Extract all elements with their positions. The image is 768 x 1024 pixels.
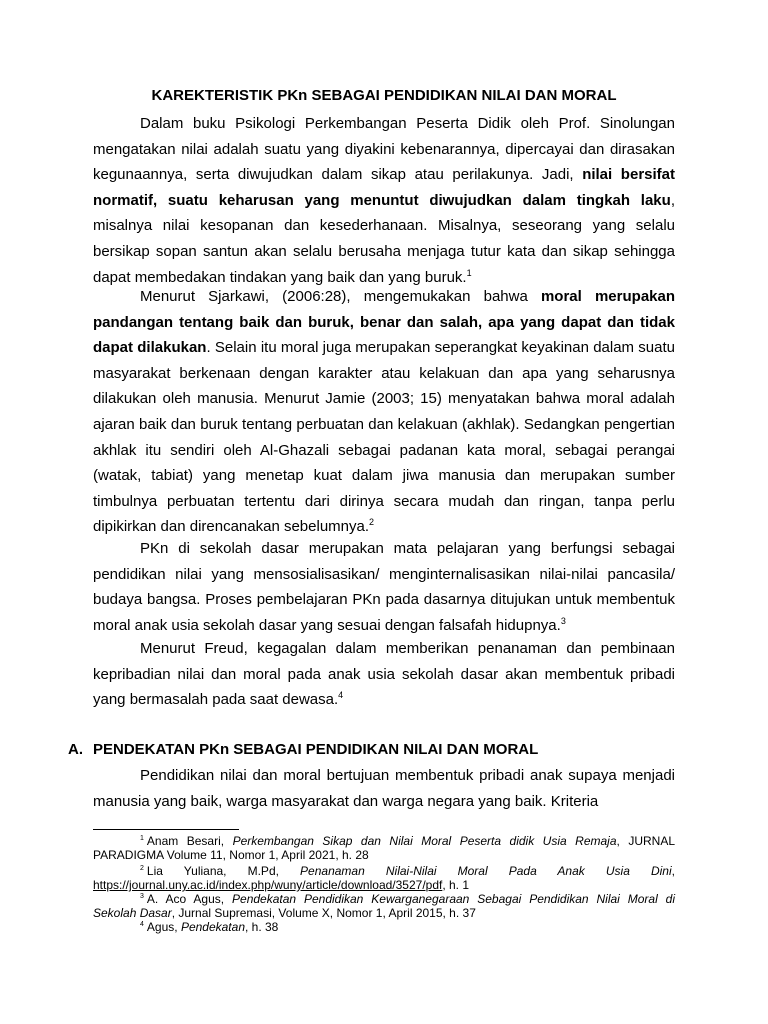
paragraph-moral bbox=[93, 284, 675, 540]
footnote-author: Agus, bbox=[146, 920, 181, 934]
footnote-4 bbox=[93, 920, 675, 934]
footnote-author: A. Aco Agus, bbox=[146, 892, 233, 906]
paragraph-pendidikan bbox=[93, 763, 675, 814]
footnote-source: , Jurnal Supremasi, Volume X, Nomor 1, April 2015, h. 37 bbox=[171, 906, 476, 920]
footnote-source: , h. 1 bbox=[442, 878, 470, 892]
footnote-ref[interactable]: 1 bbox=[466, 267, 472, 278]
page-title: KAREKTERISTIK PKn SEBAGAI PENDIDIKAN NILAI DAN MORAL bbox=[151, 87, 617, 104]
footnote-title: Pendekatan bbox=[180, 920, 245, 934]
paragraph-text: PKn di sekolah dasar merupakan mata pelajaran yang berfungsi sebagai pendidikan nilai yang mensosialisasikan/ menginternalisasikan nilai-nilai pancasila/ budaya bangsa. Proses pembelajaran PKn pada dasarnya ditujukan untuk membentuk moral anak usia sekolah dasar yang sesuai dengan falsafah hidupnya. bbox=[93, 540, 675, 634]
footnote-separator-text: , bbox=[671, 864, 675, 878]
footnote-number: 2 bbox=[140, 865, 144, 872]
paragraph-text: , misalnya nilai kesopanan dan kesederhanaan. Misalnya, seseorang yang selalu bersikap sopan santun akan selalu berusaha menjaga tutur kata dan sikap sehingga dapat membedakan tindakan yang baik dan yang buruk. bbox=[93, 191, 675, 286]
paragraph-text: Dalam buku Psikologi Perkembangan Peserta Didik oleh Prof. Sinolungan mengatakan nilai adalah suatu yang diyakini kebenarannya, dipercayai dan dirasakan kegunaannya, serta diwujudkan dalam sikap atau perilakunya. Jadi, bbox=[93, 115, 675, 184]
footnote-number: 3 bbox=[140, 893, 144, 900]
footnote-title: Perkembangan Sikap dan Nilai Moral Peserta didik Usia Remaja bbox=[232, 834, 617, 848]
footnote-author: Lia Yuliana, M.Pd, bbox=[146, 864, 301, 878]
paragraph-freud bbox=[93, 636, 675, 713]
footnote-1 bbox=[93, 834, 675, 862]
footnote-link[interactable]: https://journal.uny.ac.id/index.php/wuny/article/download/3527/pdf bbox=[93, 878, 443, 892]
section-number: A. bbox=[68, 741, 83, 758]
footnote-number: 4 bbox=[140, 921, 144, 928]
footnote-ref[interactable]: 2 bbox=[369, 517, 375, 528]
paragraph-pkn bbox=[93, 536, 675, 638]
footnote-title: Pendekatan Pendidikan Kewarganegaraan Sebagai Pendidikan Nilai Moral di Sekolah Dasar bbox=[93, 892, 675, 920]
section-title: PENDEKATAN PKn SEBAGAI PENDIDIKAN NILAI DAN MORAL bbox=[93, 741, 539, 758]
footnote-source: , h. 38 bbox=[245, 920, 279, 934]
footnote-separator bbox=[93, 829, 239, 830]
bold-definition: nilai bersifat normatif, suatu keharusan yang menuntut diwujudkan dalam tingkah laku bbox=[93, 166, 675, 209]
paragraph-text: Pendidikan nilai dan moral bertujuan membentuk pribadi anak supaya menjadi manusia yang baik, warga masyarakat dan warga negara yang baik. Kriteria bbox=[93, 767, 675, 810]
footnote-author: Anam Besari, bbox=[146, 834, 233, 848]
paragraph-nilai bbox=[93, 111, 675, 290]
section-heading bbox=[68, 740, 675, 760]
footnote-source: , JURNAL PARADIGMA Volume 11, Nomor 1, April 2021, h. 28 bbox=[93, 834, 675, 862]
footnote-number: 1 bbox=[140, 835, 144, 842]
footnote-2 bbox=[93, 864, 675, 892]
footnote-ref[interactable]: 4 bbox=[338, 690, 344, 701]
footnote-3 bbox=[93, 892, 675, 920]
paragraph-text: Menurut Sjarkawi, (2006:28), mengemukakan bahwa bbox=[140, 288, 541, 305]
footnote-title: Penanaman Nilai-Nilai Moral Pada Anak Usia Dini bbox=[300, 864, 672, 878]
paragraph-text: . Selain itu moral juga merupakan seperangkat keyakinan dalam suatu masyarakat berkenaan dengan karakter atau kelakuan dan apa yang seharusnya dilakukan oleh manusia. Menurut Jamie (2003; 15) menyatakan bahwa moral adalah ajaran baik dan buruk tentang perbuatan dan kelakuan (akhlak). Sedangkan pengertian akhlak itu sendiri oleh Al-Ghazali sebagai padanan kata moral, sebagai perangai (watak, tabiat) yang menetap kuat dalam jiwa manusia dan merupakan sumber timbulnya perbuatan tertentu dari dirinya secara mudah dan ringan, tanpa perlu dipikirkan dan direncanakan sebelumnya. bbox=[93, 339, 675, 536]
bold-definition: moral merupakan pandangan tentang baik dan buruk, benar dan salah, apa yang dapat dan tidak dapat dilakukan bbox=[93, 288, 676, 357]
paragraph-text: Menurut Freud, kegagalan dalam memberikan penanaman dan pembinaan kepribadian nilai dan moral pada anak usia sekolah dasar akan membentuk pribadi yang bermasalah pada saat dewasa. bbox=[93, 640, 675, 709]
footnote-ref[interactable]: 3 bbox=[560, 615, 566, 626]
